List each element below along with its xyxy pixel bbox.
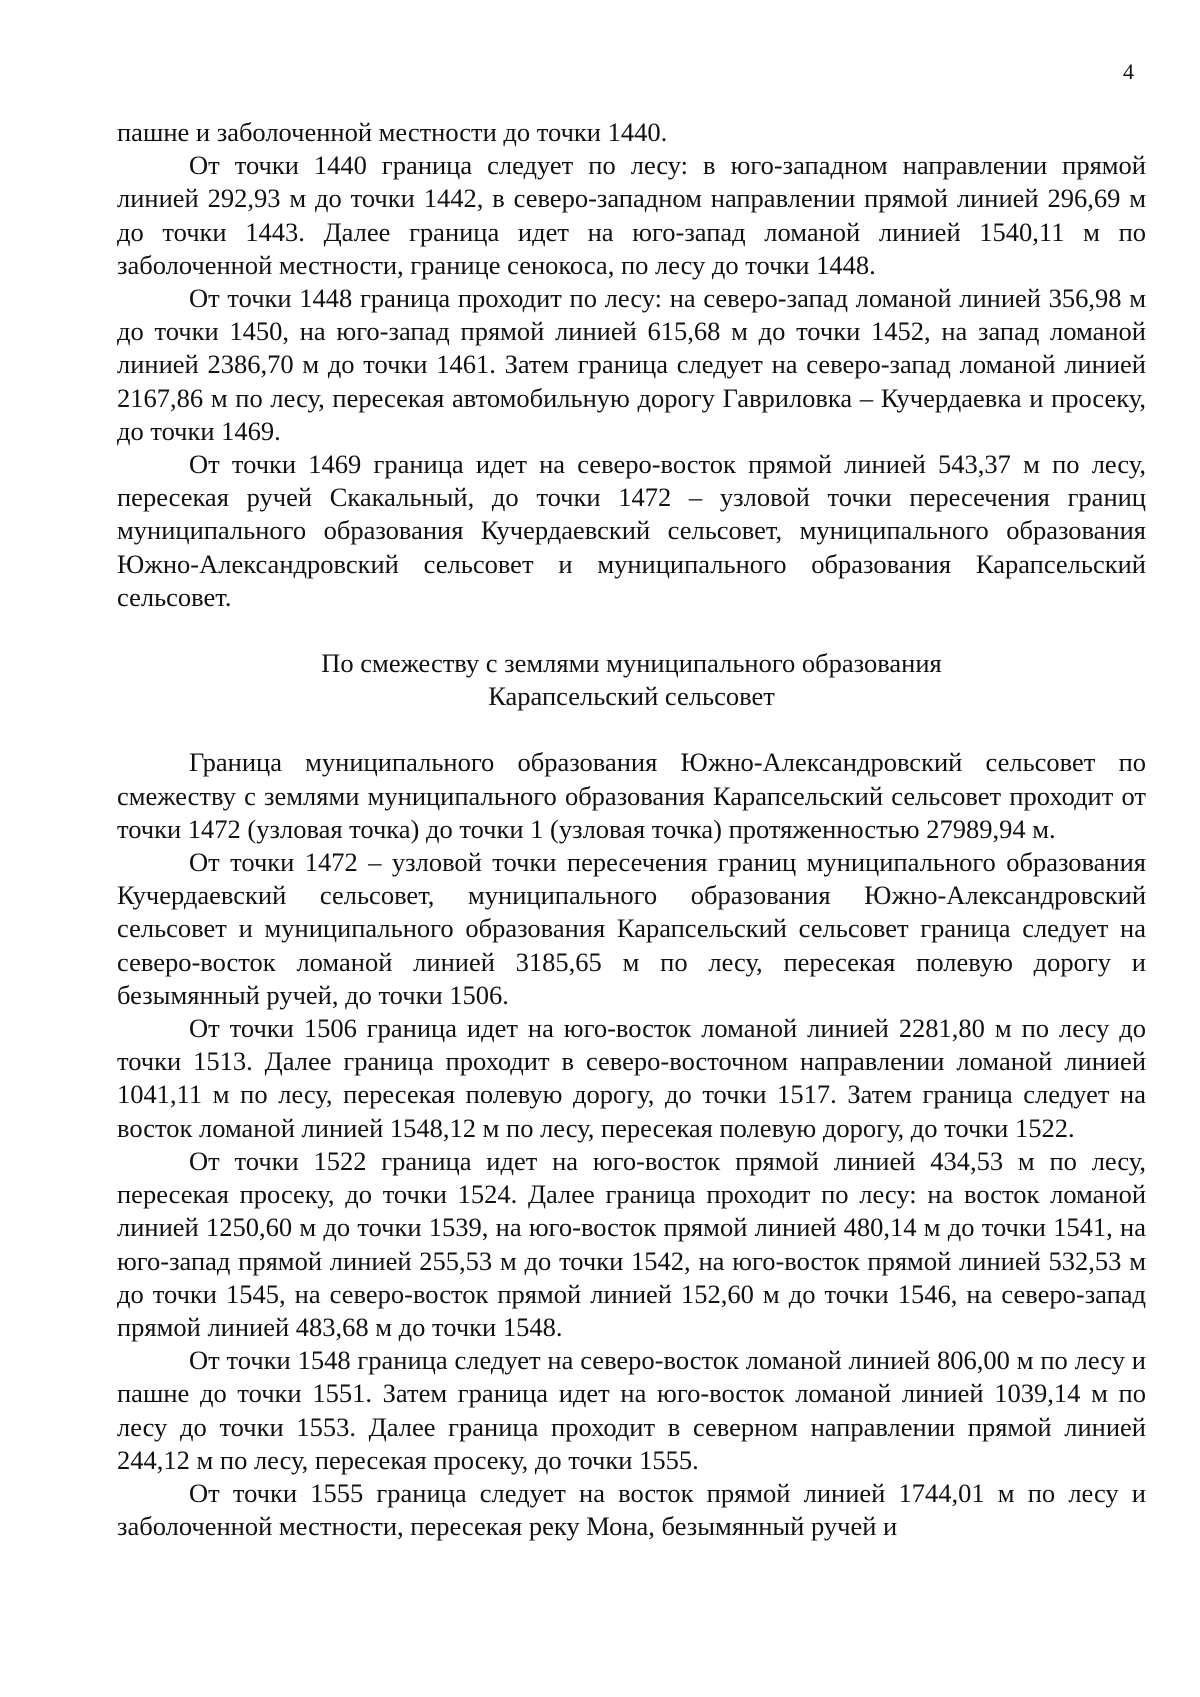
paragraph: От точки 1522 граница идет на юго-восток прямой линией 434,53 м по лесу, пересекая просеку, до точки 1524. Далее граница проходит по лесу: на восток ломаной линией 1250,60 м до точки 1539, на юго-восток прямой линией 480,14 м до точки 1541, на юго-запад прямой линией 255,53 м до точки 1542, на юго-восток прямой линией 532,53 м до точки 1545, на северо-восток прямой линией 152,60 м до точки 1546, на северо-запад прямой линией 483,68 м до точки 1548. bbox=[117, 1145, 1146, 1342]
section-heading-line-2: Карапсельский сельсовет bbox=[488, 681, 775, 712]
paragraph: От точки 1472 – узловой точки пересечения границ муниципального образования Кучердаевский сельсовет, муниципального образования Южно-Александровский сельсовет и муниципального образования Карапсельский сельсовет граница следует на северо-восток ломаной линией 3185,65 м по лесу, пересекая полевую дорогу и безымянный ручей, до точки 1506. bbox=[117, 847, 1146, 1010]
paragraph: От точки 1555 граница следует на восток прямой линией 1744,01 м по лесу и заболоченной местности, пересекая реку Мона, безымянный ручей и bbox=[117, 1477, 1146, 1542]
section-heading bbox=[117, 647, 1146, 713]
paragraph: От точки 1469 граница идет на северо-восток прямой линией 543,37 м по лесу, пересекая ручей Скакальный, до точки 1472 – узловой точки пересечения границ муниципального образования Кучердаевский сельсовет, муниципального образования Южно-Александровский сельсовет и муниципального образования Карапсельский сельсовет. bbox=[117, 449, 1146, 612]
paragraph: пашне и заболоченной местности до точки 1440. bbox=[117, 117, 668, 147]
section-heading-line-1: По смежеству с землями муниципального образования bbox=[321, 648, 942, 679]
paragraph: От точки 1548 граница следует на северо-восток ломаной линией 806,00 м по лесу и пашне до точки 1551. Затем граница идет на юго-восток ломаной линией 1039,14 м по лесу до точки 1553. Далее граница проходит в северном направлении прямой линией 244,12 м по лесу, пересекая просеку, до точки 1555. bbox=[117, 1345, 1146, 1475]
paragraph: От точки 1448 граница проходит по лесу: на северо-запад ломаной линией 356,98 м до точки 1450, на юго-запад прямой линией 615,68 м до точки 1452, на запад ломаной линией 2386,70 м до точки 1461. Затем граница следует на северо-запад ломаной линией 2167,86 м по лесу, пересекая автомобильную дорогу Гавриловка – Кучердаевка и просеку, до точки 1469. bbox=[117, 283, 1146, 446]
page-number: 4 bbox=[1123, 59, 1134, 84]
document-body bbox=[117, 116, 1146, 1543]
paragraph: Граница муниципального образования Южно-Александровский сельсовет по смежеству с землями муниципального образования Карапсельский сельсовет проходит от точки 1472 (узловая точка) до точки 1 (узловая точка) протяженностью 27989,94 м. bbox=[117, 747, 1146, 844]
paragraph: От точки 1440 граница следует по лесу: в юго-западном направлении прямой линией 292,93 м до точки 1442, в северо-западном направлении прямой линией 296,69 м до точки 1443. Далее граница идет на юго-запад ломаной линией 1540,11 м по заболоченной местности, границе сенокоса, по лесу до точки 1448. bbox=[117, 150, 1146, 280]
paragraph: От точки 1506 граница идет на юго-восток ломаной линией 2281,80 м по лесу до точки 1513. Далее граница проходит в северо-восточном направлении ломаной линией 1041,11 м по лесу, пересекая полевую дорогу, до точки 1517. Затем граница следует на восток ломаной линией 1548,12 м по лесу, пересекая полевую дорогу, до точки 1522. bbox=[117, 1013, 1146, 1143]
